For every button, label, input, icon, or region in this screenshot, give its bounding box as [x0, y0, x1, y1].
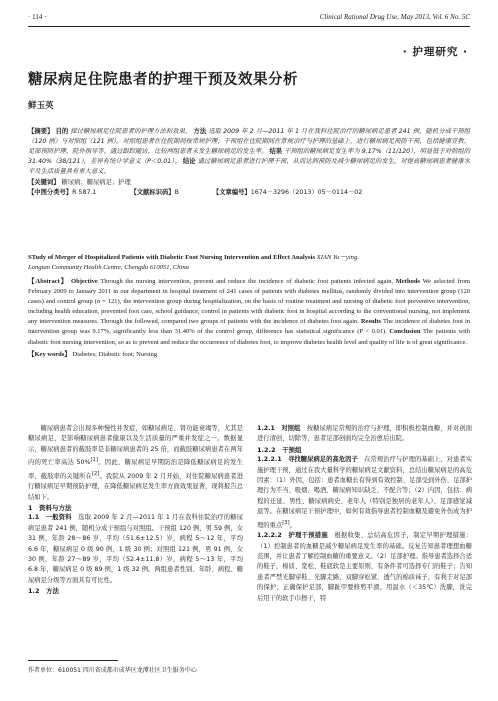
english-affiliation: Longtan Community Health Centre, Chengdu 610051, China: [28, 264, 189, 271]
cn-abstract-label: 【摘要】: [28, 128, 54, 135]
journal-citation: Clinical Rational Drug Use, May 2013, Vol. 6 No. 5C: [319, 13, 470, 21]
intro-paragraph: 糖尿病患者会出现多种慢性并发症，如糖尿病足、肾功能衰竭等，尤其是糖尿病足，是影响糖尿病患者健康以及生活质量的严重并发症之一。数据显示，糖尿病患者的截肢率是非糖尿病患者的 25 倍，而截肢糖尿病患者在两年内的死亡率高达 50%[1]。因此，糖尿病足早期防治是降低糖尿病足的发生率、截肢率的关键所在[2]。我院从 2009 年 2 月开始，对住院糖尿病患者进行糖尿病足早期预防护理，在降低糖尿病足发生率方面效果显著，现将报告总结如下。: [28, 425, 244, 501]
control-group-paragraph: 1.2.1 对照组 按糖尿病足常规的治疗与护理，即积极控制血糖，并对创面进行清创、切除等，患者足部创面均完全治愈后出院。: [257, 425, 472, 443]
page-number: · 114 ·: [28, 13, 47, 21]
cn-objective: 探讨糖尿病足住院患者的护理方法和效果。: [70, 128, 192, 135]
cn-objective-label: 目的: [55, 128, 69, 135]
section-heading-1-2-1: 1.2.1 对照组: [257, 425, 301, 432]
en-objective: Through the nursing intervention, prevent and reduce the incidence of diabetic foot patients infected again.: [100, 278, 394, 285]
author-name: 鲜玉英: [28, 101, 54, 111]
doc-code-value: B: [174, 189, 179, 196]
article-title: 糖尿病足住院患者的护理干预及效果分析: [28, 72, 298, 88]
clc-value: R 587.1: [72, 189, 97, 196]
section-heading-1-2: 1.2 方法: [28, 587, 60, 596]
en-abstract-label: 【Abstract】: [28, 278, 69, 285]
english-author: XIAN Yu－ying.: [316, 254, 359, 261]
en-results-label: Results: [360, 318, 382, 326]
article-no-label: 【文章编号】: [212, 189, 251, 196]
english-abstract: [28, 277, 470, 360]
section-heading-1-2-2-2: 1.2.2.2 护理干预措施: [257, 532, 328, 540]
en-conclusion-label: Conclusion: [389, 328, 421, 336]
section-heading-1-1: 1.1 一般资料: [28, 514, 72, 522]
en-keywords-label: 【Key words】: [28, 350, 71, 358]
footnote-rule: [28, 660, 118, 661]
cn-method: 选取 2009 年 2 月—2011 年 1 月在我科住院治疗的糖尿病足患者 241 例，随机分成干预组（120 例）与对照组（121 例）。对照组患者在住院期间按常规护理；干预组在住院期间在常规治疗与护理的基础上，进行糖尿病足预防干预，包括健康宣教、足部预防护理、院外指导等。通过跟踪随访，比较两组患者未发生糖尿病足的发生率。: [28, 128, 470, 155]
cn-conclusion-label: 结论: [182, 158, 196, 165]
section-tag: · 护理研究 ·: [402, 46, 468, 58]
english-title-block: [28, 253, 470, 273]
header-rule: [28, 26, 470, 27]
chinese-abstract: [28, 127, 470, 198]
en-objective-label: Objective: [71, 278, 98, 285]
en-results: The incidence of diabetes foot in intervention group was 9.17%, significantly less than 31.40% of the control group, difference has statistical significance (P < 0.01).: [28, 318, 471, 336]
citation-3: [3]: [282, 519, 290, 526]
clc-label: 【中图分类号】: [28, 189, 73, 196]
citation-1: [1]: [90, 457, 98, 464]
english-title: STudy of Merger of Hospitalized Patients with Diabetic Foot Nursing Intervention and Effect Analysis: [28, 254, 316, 261]
doc-code-label: 【文献标识码】: [130, 189, 175, 196]
running-header: [28, 13, 470, 25]
cn-keywords-label: 【关键词】: [28, 179, 60, 186]
body-column-right: [257, 424, 472, 604]
en-methods: We selected from February 2009 to January 2011 in our department in hospital treatment of 241 cases of patients with diabetes mellitus, randomly divided into intervention group (120 cases) and control group (n = 121), the intervention group during hospitalization, on the basis of routine treatment and nursing of diabetic foot preventive intervention, including health education, prevented foot care, school guidance, control in patients with diabetic foot in hospital according to the conventional nursing, not implement any intervention measures. Through the followed, compared two groups of patients with the incidence of diabetes foot again.: [28, 278, 470, 326]
risk-factor-paragraph: 1.2.2.1 寻找糖尿病足的高危因子 在常规治疗与护理的基础上，对患者实施护理干预，通过在我大量科学的糖尿病足文献资料，总结出糖尿病足的高危因素：（1）外因，包括：患者血糖长有得到有效控制、足部受到外伤、足部护理行为不当、吸烟、喝酒、糖尿病知识缺乏、不配合等；（2）内因，包括：病程的迁延、男性、糖尿病病史、老年人（特别是独居的老年人）、足部感觉减退等。在糖尿病足干预护理中，如何有效指导患者控制血糖及避免外伤成为护理的重点[3]。: [257, 456, 473, 529]
cn-keywords: 糖尿病；糖尿病足；护理: [61, 179, 131, 186]
general-data-paragraph: 1.1 一般资料 选取 2009 年 2 月—2011 年 1 月在我科住院治疗的糖尿病足患者 241 例，随机分成干预组与对照组。干预组 120 例，男 59 例，女 31 例，年龄 28～86 岁，平均（51.6±12.5）岁，病程 5～12 年，平均 6.6 年，糖尿病足 0 级 90 例，1 级 30 例；对照组 121 例，男 91 例，女 30 例，年龄 27～89 岁，平均（52.4±11.8）岁，病程 5～13 年，平均 6.8 年，糖尿病足 0 级 89 例，1 级 32 例。两组患者性别、年龄、病程、糖尿病足分级等方面具有可比性。: [28, 514, 244, 584]
article-no-value: 1674－3296（2013）05－0114－02: [250, 189, 363, 196]
author-affiliation-footnote: 作者单位：610051 四川省成都市成华区龙潭社区卫生服务中心: [28, 667, 197, 674]
cn-result: 干预组的糖尿病足发生率为 9.17%（11/120），明显低于对照组的 31.40%（38/121），差异有统计学意义（P＜0.01）。: [28, 148, 471, 165]
intervention-measures-paragraph: 1.2.2.2 护理干预措施 根据收集、总结高危因子，制定早期护理措施：（1）控制患者的血糖是减少糖尿病足发生率的基础。反复告知患者理想血糖范围，并让患者了解控制血糖的重要意义。（2）足部护理。指导患者选择合适的鞋子，棉质、宽松、鞋底软是主要原则，有条件者可选择专门的鞋子；告知患者严禁光脚穿鞋、光脚走路，双脚穿松紧、透气的棉质袜子，有利于对足部的保护；正确保护足部，脚趾甲要修剪平滑。用温水（＜35℃）洗脚，洗完后用干的软手巾擦干，特: [257, 532, 473, 602]
en-conclusion: The patients with diabetic foot nursing intervention, so as to prevent and reduce the occurrence of diabetes foot, to improve diabetes health level and quality of life is of great significance.: [28, 328, 470, 346]
en-keywords: Diabetes; Diabetic foot; Nursing: [72, 350, 158, 358]
en-methods-label: Methods: [395, 278, 420, 285]
section-heading-1-2-2-1: 1.2.2.1 寻找糖尿病足的高危因子: [257, 456, 358, 464]
cn-result-label: 结果: [269, 148, 283, 155]
section-heading-1-2-2: 1.2.2 干预组: [257, 445, 302, 454]
body-column-left: [28, 424, 243, 597]
citation-2: [2]: [91, 470, 100, 477]
section-heading-1: 1 资料与方法: [28, 504, 72, 513]
cn-conclusion: 通过糖尿病足患者进行护理干预，从而达到预防及减少糖尿病足的发生，对提高糖尿病患者健康水平及生活质量具有重大意义。: [28, 158, 471, 175]
cn-method-label: 方法: [193, 128, 207, 135]
